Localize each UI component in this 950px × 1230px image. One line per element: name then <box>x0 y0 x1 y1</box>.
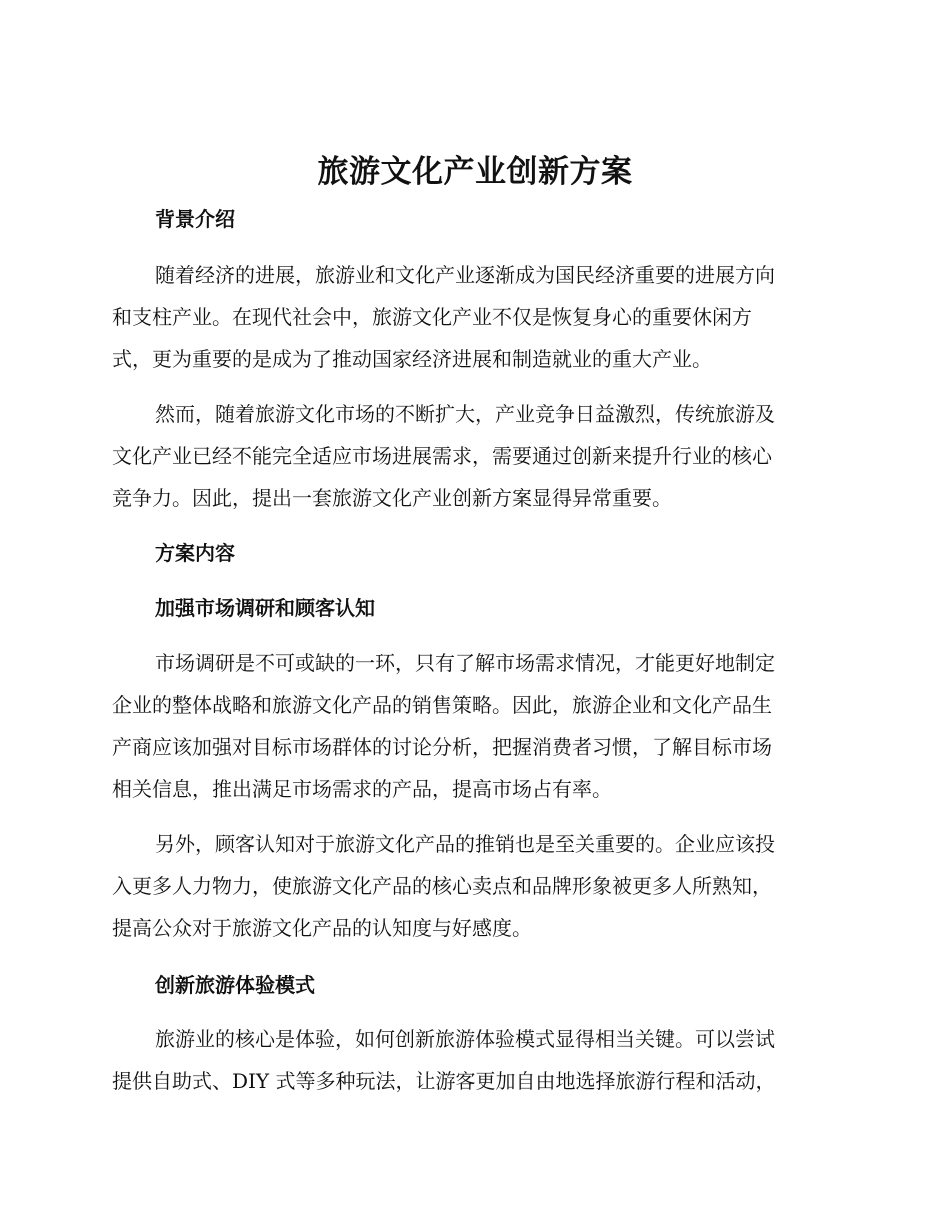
paragraph-background-2 <box>112 393 832 519</box>
text-line: 提供自助式、DIY 式等多种玩法，让游客更加自由地选择旅游行程和活动， <box>112 1069 776 1093</box>
text-line: 然而，随着旅游文化市场的不断扩大，产业竞争日益激烈，传统旅游及 <box>155 402 775 426</box>
text-line: 市场调研是不可或缺的一环，只有了解市场需求情况，才能更好地制定 <box>155 651 775 675</box>
text-line: 旅游业的核心是体验，如何创新旅游体验模式显得相当关键。可以尝试 <box>155 1027 775 1051</box>
text-line: 式，更为重要的是成为了推动国家经济进展和制造就业的重大产业。 <box>112 347 712 371</box>
text-line: 竞争力。因此，提出一套旅游文化产业创新方案显得异常重要。 <box>112 486 672 510</box>
document-title: 旅游文化产业创新方案 <box>317 154 633 190</box>
paragraph-market-2 <box>112 823 832 949</box>
section-heading-background: 背景介绍 <box>155 207 235 231</box>
text-line: 相关信息，推出满足市场需求的产品，提高市场占有率。 <box>112 777 612 801</box>
text-line: 提高公众对于旅游文化产品的认知度与好感度。 <box>112 916 532 940</box>
text-line: 产商应该加强对目标市场群体的讨论分析，把握消费者习惯，了解目标市场 <box>112 735 772 759</box>
text-line: 随着经济的进展，旅游业和文化产业逐渐成为国民经济重要的进展方向 <box>155 263 775 287</box>
text-line: 和支柱产业。在现代社会中，旅游文化产业不仅是恢复身心的重要休闲方 <box>112 305 752 329</box>
paragraph-market-1 <box>112 642 832 810</box>
text-line: 另外，顾客认知对于旅游文化产品的推销也是至关重要的。企业应该投 <box>155 832 775 856</box>
paragraph-experience-1 <box>112 1018 832 1102</box>
section-heading-market: 加强市场调研和顾客认知 <box>155 596 375 620</box>
text-line: 入更多人力物力，使旅游文化产品的核心卖点和品牌形象被更多人所熟知， <box>112 874 772 898</box>
paragraph-background-1 <box>112 254 832 380</box>
text-line: 文化产业已经不能完全适应市场进展需求，需要通过创新来提升行业的核心 <box>112 444 772 468</box>
section-heading-experience: 创新旅游体验模式 <box>155 973 315 997</box>
text-line: 企业的整体战略和旅游文化产品的销售策略。因此，旅游企业和文化产品生 <box>112 693 772 717</box>
section-heading-content: 方案内容 <box>155 541 235 565</box>
